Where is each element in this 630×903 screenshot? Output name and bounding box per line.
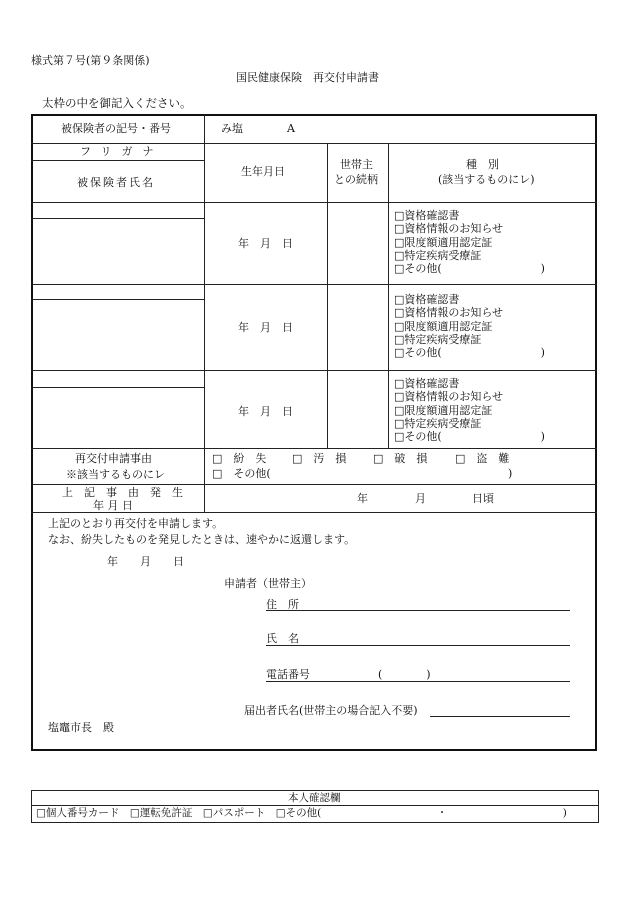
page-title: 国民健康保険 再交付申請書 — [236, 71, 379, 84]
identity-divider — [31, 805, 599, 806]
reason-other[interactable]: □ その他( — [212, 467, 271, 480]
hline-3 — [31, 284, 597, 285]
row2-opt-2[interactable]: □資格情報のお知らせ — [394, 306, 504, 319]
row2-birthdate[interactable]: 年 月 日 — [238, 321, 293, 334]
phone-line[interactable] — [266, 681, 570, 682]
row2-opt-1[interactable]: □資格確認書 — [394, 293, 460, 306]
submitter-line[interactable] — [430, 716, 570, 717]
identity-title: 本人確認欄 — [288, 792, 341, 804]
instruction: 太枠の中を御記入ください。 — [42, 96, 192, 110]
occurrence-month[interactable]: 月 — [415, 492, 426, 505]
name-label: 氏 名 — [266, 632, 299, 645]
submitter-label: 届出者氏名(世帯主の場合記入不要) — [244, 704, 418, 717]
row3-opt-5[interactable]: □その他( ) — [394, 430, 545, 443]
row3-birthdate[interactable]: 年 月 日 — [238, 405, 293, 418]
relation-label-1: 世帯主 — [340, 158, 373, 171]
hline-r1-furi — [31, 218, 204, 219]
hline-furigana — [31, 160, 204, 161]
reason-stolen[interactable]: □ 盗 難 — [455, 452, 510, 465]
declaration-date[interactable]: 年 月 日 — [107, 555, 184, 568]
declaration-line2: なお、紛失したものを発見したときは、速やかに返還します。 — [48, 533, 356, 546]
row1-opt-2[interactable]: □資格情報のお知らせ — [394, 222, 504, 235]
phone-label: 電話番号 — [266, 668, 310, 681]
reason-damaged[interactable]: □ 破 損 — [373, 452, 428, 465]
row3-opt-3[interactable]: □限度額適用認定証 — [394, 404, 493, 417]
row3-opt-1[interactable]: □資格確認書 — [394, 377, 460, 390]
declaration-line1: 上記のとおり再交付を申請します。 — [48, 517, 224, 530]
type-label-2: (該当するものにレ) — [438, 173, 535, 186]
row3-opt-4[interactable]: □特定疾病受療証 — [394, 417, 482, 430]
occurrence-label-1: 上 記 事 由 発 生 — [62, 486, 183, 499]
row1-opt-3[interactable]: □限度額適用認定証 — [394, 236, 493, 249]
row1-opt-4[interactable]: □特定疾病受療証 — [394, 249, 482, 262]
insured-number-value[interactable]: み塩 A — [221, 122, 295, 135]
addressee: 塩竈市長 殿 — [48, 721, 114, 734]
reason-soiled[interactable]: □ 汚 損 — [292, 452, 347, 465]
address-line[interactable] — [266, 610, 570, 611]
address-label: 住 所 — [266, 598, 299, 611]
name-line[interactable] — [266, 645, 570, 646]
hline-1 — [31, 143, 597, 144]
insured-number-label: 被保険者の記号・番号 — [61, 122, 171, 135]
occurrence-label-2: 年 月 日 — [93, 499, 133, 512]
hline-2 — [31, 202, 597, 203]
occurrence-year[interactable]: 年 — [357, 492, 368, 505]
row2-opt-3[interactable]: □限度額適用認定証 — [394, 320, 493, 333]
applicant-label: 申請者（世帯主） — [224, 577, 312, 590]
birthdate-label: 生年月日 — [241, 165, 285, 178]
hline-4 — [31, 370, 597, 371]
row1-opt-1[interactable]: □資格確認書 — [394, 209, 460, 222]
hline-6 — [31, 484, 597, 485]
identity-options[interactable]: □個人番号カード □運転免許証 □パスポート □その他( ・ ) — [36, 807, 567, 819]
furigana-label: フリガナ — [80, 145, 164, 158]
row2-opt-4[interactable]: □特定疾病受療証 — [394, 333, 482, 346]
reason-label-1: 再交付申請事由 — [75, 452, 152, 465]
row1-opt-5[interactable]: □その他( ) — [394, 262, 545, 275]
hline-5 — [31, 448, 597, 449]
form-number: 様式第７号(第９条関係) — [31, 54, 150, 67]
type-label-1: 種 別 — [466, 158, 499, 171]
vline-col2 — [327, 143, 328, 448]
hline-r2-furi — [31, 299, 204, 300]
reason-label-2: ※該当するものにレ — [66, 468, 165, 481]
row1-birthdate[interactable]: 年 月 日 — [238, 237, 293, 250]
phone-parens[interactable]: ( ) — [378, 668, 431, 681]
relation-label-2: との続柄 — [334, 173, 378, 186]
occurrence-time[interactable]: 日頃 — [472, 492, 494, 505]
reason-other-close: ) — [508, 467, 513, 480]
hline-r3-furi — [31, 387, 204, 388]
vline-col3 — [388, 143, 389, 448]
reason-lost[interactable]: □ 紛 失 — [212, 452, 267, 465]
row3-opt-2[interactable]: □資格情報のお知らせ — [394, 390, 504, 403]
vline-col1 — [204, 114, 205, 512]
row2-opt-5[interactable]: □その他( ) — [394, 346, 545, 359]
insured-name-label: 被保険者氏名 — [77, 176, 155, 189]
